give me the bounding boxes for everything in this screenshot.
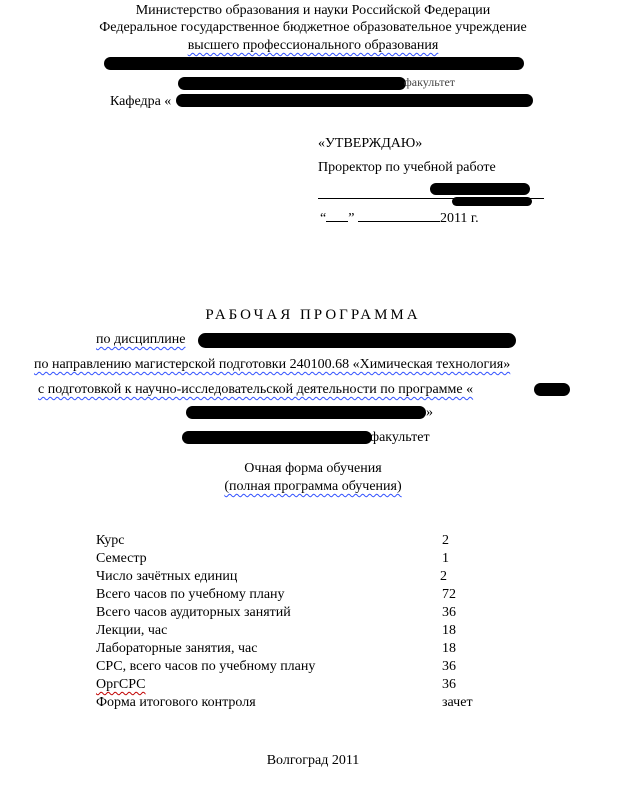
discipline-prefix: по дисциплине	[96, 332, 186, 347]
table-row	[96, 676, 516, 694]
faculty-partial-text: факультет	[404, 75, 456, 89]
param-label: Курс	[96, 533, 125, 548]
specialization-text: с подготовкой к научно-исследовательской деятельности по программе «	[38, 382, 474, 397]
param-label: ОргСРС	[96, 677, 146, 692]
date-mid-quote: ”	[348, 211, 355, 226]
table-row	[96, 568, 516, 586]
table-row	[96, 622, 516, 640]
redacted-university-name	[104, 57, 524, 70]
param-label: Семестр	[96, 551, 147, 566]
table-row	[96, 640, 516, 658]
param-value: 72	[442, 587, 456, 602]
param-label: Всего часов по учебному плану	[96, 587, 285, 602]
faculty-suffix: факультет	[370, 430, 430, 445]
param-value: зачет	[442, 695, 473, 710]
department-prefix: Кафедра «	[110, 94, 172, 109]
study-scope-text: (полная программа обучения)	[224, 479, 402, 494]
table-row	[96, 586, 516, 604]
param-label: Форма итогового контроля	[96, 695, 256, 710]
approval-stamp: «УТВЕРЖДАЮ»	[318, 136, 423, 151]
date-day-blank	[326, 208, 348, 222]
redacted-discipline-name	[198, 333, 516, 348]
parameters-table	[96, 532, 516, 712]
redacted-faculty-program	[182, 431, 372, 444]
redacted-signature-name	[430, 183, 530, 195]
param-value: 18	[442, 641, 456, 656]
specialization-end: »	[426, 405, 433, 420]
table-row	[96, 604, 516, 622]
param-value: 36	[442, 677, 456, 692]
table-row	[96, 550, 516, 568]
param-label: Число зачётных единиц	[96, 569, 238, 584]
discipline-line	[96, 331, 185, 348]
approval-date-line	[320, 208, 479, 227]
direction-text: по направлению магистерской подготовки 240100.68 «Химическая технология»	[34, 357, 511, 372]
param-value: 2	[440, 569, 447, 584]
study-form: Очная форма обучения	[244, 461, 382, 476]
redacted-program-name-cont	[186, 406, 426, 419]
param-value: 1	[442, 551, 449, 566]
param-value: 36	[442, 605, 456, 620]
institution-type-line: Федеральное государственное бюджетное образовательное учреждение	[99, 20, 527, 35]
table-row	[96, 532, 516, 550]
direction-line	[34, 356, 510, 373]
redacted-signature-name-2	[452, 197, 532, 206]
date-year: 2011 г.	[439, 211, 479, 226]
specialization-line	[38, 381, 473, 398]
param-label: Лекции, час	[96, 623, 168, 638]
param-value: 2	[442, 533, 449, 548]
table-row	[96, 658, 516, 676]
param-value: 18	[442, 623, 456, 638]
city-year: Волгоград 2011	[266, 753, 360, 768]
ministry-line: Министерство образования и науки Российской Федерации	[135, 3, 491, 18]
approval-position: Проректор по учебной работе	[318, 160, 496, 175]
param-label: СРС, всего часов по учебному плану	[96, 659, 316, 674]
param-value: 36	[442, 659, 456, 674]
redacted-program-name	[534, 383, 570, 396]
date-open-quote: “	[320, 211, 327, 226]
education-level-text: высшего профессионального образования	[187, 38, 439, 53]
param-label: Всего часов аудиторных занятий	[96, 605, 291, 620]
table-row	[96, 694, 516, 712]
study-scope	[0, 478, 626, 495]
date-month-blank	[358, 208, 440, 222]
redacted-department-name	[176, 94, 533, 107]
redacted-faculty-name	[178, 77, 406, 90]
program-title: РАБОЧАЯ ПРОГРАММА	[205, 307, 421, 323]
param-label: Лабораторные занятия, час	[96, 641, 258, 656]
education-level-line	[0, 37, 626, 54]
